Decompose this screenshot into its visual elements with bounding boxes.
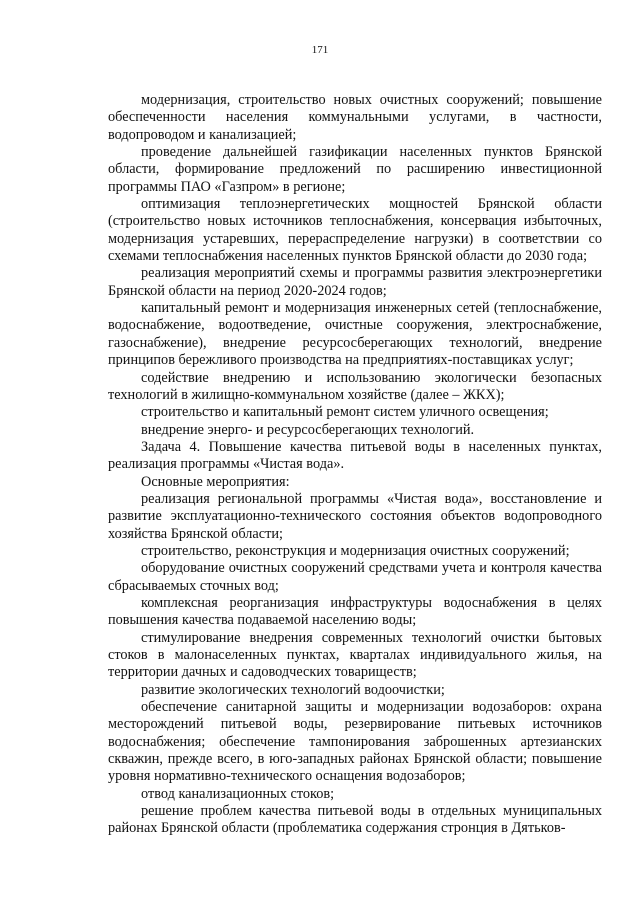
paragraph: стимулирование внедрения современных технологий очистки бытовых стоков в малонаселенных пунктах, кварталах индивидуального жилья, на территории дачных и садоводческих товариществ; [108, 629, 602, 681]
paragraph: содействие внедрению и использованию экологически безопасных технологий в жилищно-коммунальном хозяйстве (далее – ЖКХ); [108, 369, 602, 403]
page-number: 171 [311, 44, 329, 56]
paragraph: развитие экологических технологий водоочистки; [141, 681, 445, 698]
paragraph: решение проблем качества питьевой воды в отдельных муниципальных районах Брянской области (проблематика содержания стронция в Дятьков- [108, 803, 602, 837]
paragraph: обеспечение санитарной защиты и модернизации водозаборов: охрана месторождений питьевой воды, резервирование питьевых источников водоснабжения; обеспечение тампонирования заброшенных артезианских скважин, прежде всего, в юго-западных районах Брянской области; повышение уровня нормативно-технического оснащения водозаборов; [108, 699, 602, 785]
paragraph: внедрение энерго- и ресурсосберегающих технологий. [141, 421, 475, 438]
paragraph: оборудование очистных сооружений средствами учета и контроля качества сбрасываемых сточных вод; [108, 560, 602, 594]
paragraph: капитальный ремонт и модернизация инженерных сетей (теплоснабжение, водоснабжение, водоотведение, очистные сооружения, электроснабжение, газоснабжение), внедрение ресурсосберегающих технологий, внедрение принципов бережливого производства на предприятиях-поставщиках услуг; [108, 300, 602, 369]
paragraph: реализация мероприятий схемы и программы развития электроэнергетики Брянской области на период 2020-2024 годов; [108, 265, 602, 299]
paragraph: отвод канализационных стоков; [141, 785, 335, 802]
paragraph: строительство и капитальный ремонт систем уличного освещения; [141, 404, 549, 421]
paragraph: комплексная реорганизация инфраструктуры водоснабжения в целях повышения качества подаваемой населению воды; [108, 594, 602, 629]
paragraph: оптимизация теплоэнергетических мощностей Брянской области (строительство новых источников теплоснабжения, консервация избыточных, модернизация устаревших, перераспределение нагрузки) в соответствии со схемами теплоснабжения населенных пунктов Брянской области до 2030 года; [108, 196, 602, 265]
body-text [108, 92, 602, 838]
section-label: Основные мероприятия: [141, 473, 290, 490]
paragraph: проведение дальнейшей газификации населенных пунктов Брянской области, формирование предложений по расширению инвестиционной программы ПАО «Газпром» в регионе; [108, 144, 602, 195]
paragraph: реализация региональной программы «Чистая вода», восстановление и развитие эксплуатационно-технического состояния объектов водопроводного хозяйства Брянской области; [108, 490, 602, 542]
paragraph: модернизация, строительство новых очистных сооружений; повышение обеспеченности населения коммунальными услугами, в частности, водопроводом и канализацией; [108, 92, 602, 143]
task-heading: Задача 4. Повышение качества питьевой воды в населенных пунктах, реализация программы «Чистая вода». [108, 438, 602, 473]
paragraph: строительство, реконструкция и модернизация очистных сооружений; [141, 542, 570, 559]
